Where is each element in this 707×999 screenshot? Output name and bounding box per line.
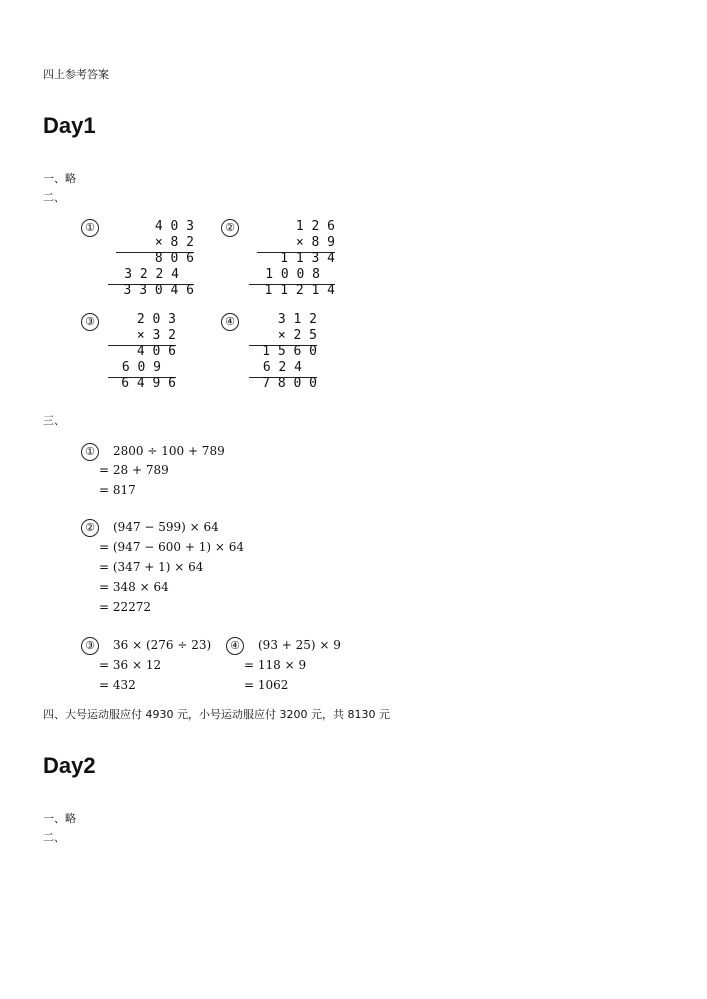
calc-line: = 348 × 64 xyxy=(99,580,169,594)
calc-line: 36 × (276 ÷ 23) xyxy=(113,638,212,652)
section-1-label: 一、略 xyxy=(43,172,76,185)
item-number-circle: ④ xyxy=(226,637,244,655)
product: 6 4 9 6 xyxy=(121,376,176,391)
section-3-label: 三、 xyxy=(43,414,65,427)
multiplier: × 8 2 xyxy=(154,235,194,250)
product: 3 3 0 4 6 xyxy=(123,283,194,298)
product: 7 8 0 0 xyxy=(262,376,317,391)
multiplier: × 2 5 xyxy=(277,328,317,343)
calc-line: = 432 xyxy=(99,678,136,692)
day2-section-2-label: 二、 xyxy=(43,831,65,844)
calc-line: = 817 xyxy=(99,483,136,497)
item-number-circle: ① xyxy=(81,443,99,461)
partial-product-1: 4 0 6 xyxy=(136,344,176,359)
calc-line: = (947 − 600 + 1) × 64 xyxy=(99,540,244,554)
multiplicand: 4 0 3 xyxy=(154,219,194,234)
calc-line: = 22272 xyxy=(99,600,152,614)
item-number-circle: ④ xyxy=(221,313,239,331)
multiplier: × 8 9 xyxy=(295,235,335,250)
multiplier: × 3 2 xyxy=(136,328,176,343)
calc-line: = 118 × 9 xyxy=(244,658,307,672)
section-4-answer: 四、大号运动服应付 4930 元，小号运动服应付 3200 元，共 8130 元 xyxy=(43,708,390,721)
calc-line: = 28 + 789 xyxy=(99,463,169,477)
calc-line: = 36 × 12 xyxy=(99,658,162,672)
calc-line: = (347 + 1) × 64 xyxy=(99,560,204,574)
section-2-label: 二、 xyxy=(43,191,65,204)
multiplicand: 1 2 6 xyxy=(295,219,335,234)
item-number-circle: ② xyxy=(221,219,239,237)
partial-product-2: 6 2 4 xyxy=(262,360,302,375)
day2-title: Day2 xyxy=(43,753,96,778)
calc-line: 2800 ÷ 100 + 789 xyxy=(113,444,225,458)
calc-line: (947 − 599) × 64 xyxy=(113,520,219,534)
partial-product-1: 1 1 3 4 xyxy=(280,251,335,266)
multiplicand: 3 1 2 xyxy=(277,312,317,327)
multiplicand: 2 0 3 xyxy=(136,312,176,327)
partial-product-1: 8 0 6 xyxy=(154,251,194,266)
item-number-circle: ② xyxy=(81,519,99,537)
partial-product-2: 1 0 0 8 xyxy=(265,267,320,282)
item-number-circle: ① xyxy=(81,219,99,237)
item-number-circle: ③ xyxy=(81,313,99,331)
partial-product-1: 1 5 6 0 xyxy=(262,344,317,359)
day2-section-1-label: 一、略 xyxy=(43,812,76,825)
product: 1 1 2 1 4 xyxy=(264,283,335,298)
partial-product-2: 6 0 9 xyxy=(121,360,161,375)
item-number-circle: ③ xyxy=(81,637,99,655)
page-header: 四上参考答案 xyxy=(43,68,109,81)
calc-line: (93 + 25) × 9 xyxy=(258,638,341,652)
day1-title: Day1 xyxy=(43,113,96,138)
calc-line: = 1062 xyxy=(244,678,289,692)
partial-product-2: 3 2 2 4 xyxy=(124,267,179,282)
